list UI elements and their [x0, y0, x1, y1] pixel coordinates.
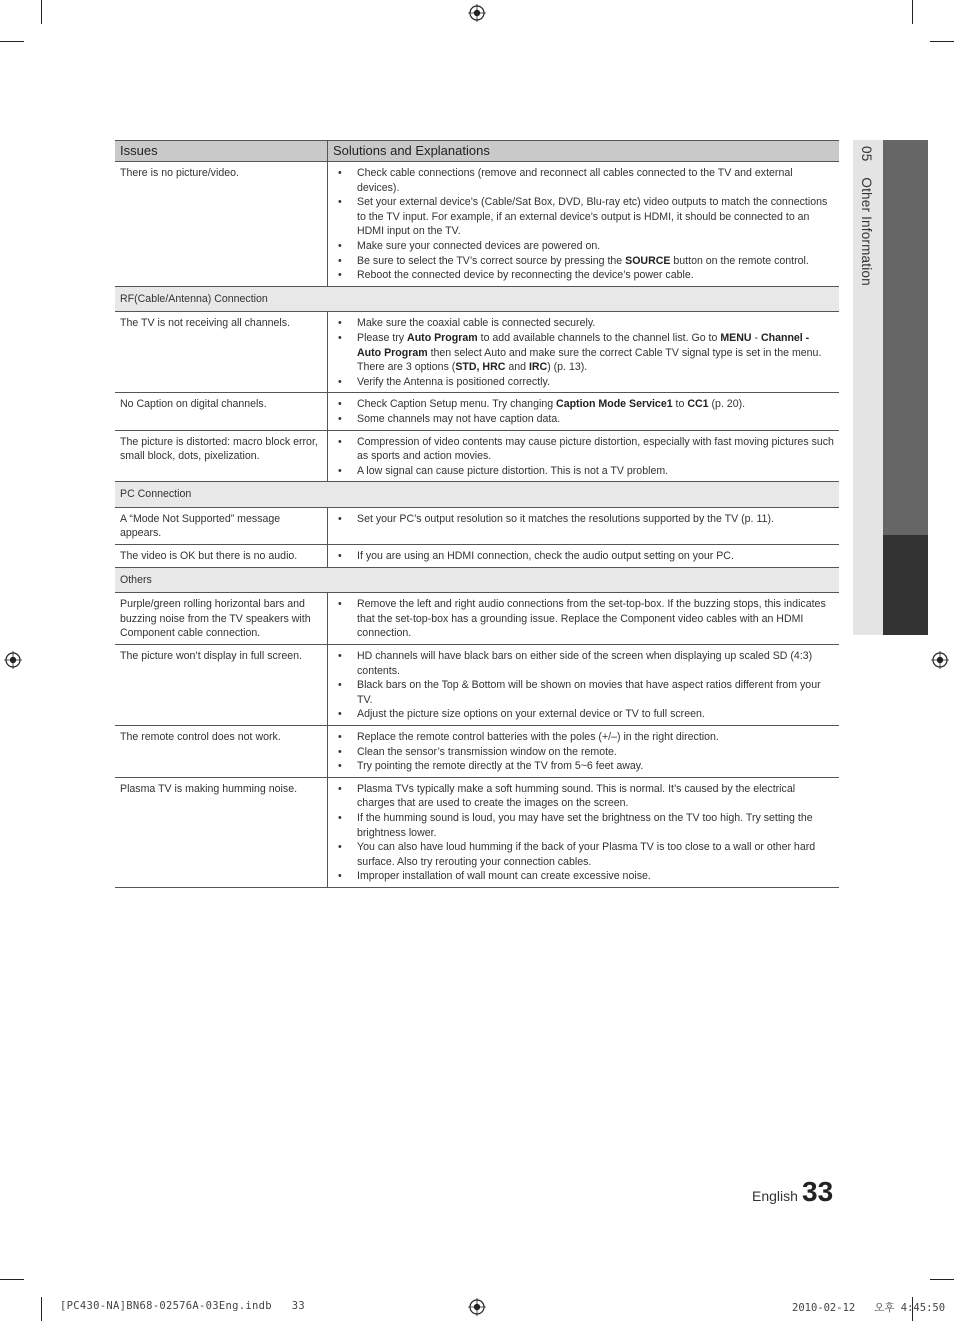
troubleshooting-table	[115, 140, 839, 888]
crop-mark	[41, 0, 42, 24]
list-item	[333, 412, 834, 427]
list-item	[333, 678, 834, 707]
list-item	[333, 782, 834, 811]
list-item	[333, 811, 834, 840]
solution-list	[333, 597, 834, 641]
section-row	[115, 482, 839, 508]
print-file-info: [PC430-NA]BN68-02576A-03Eng.indb 33	[60, 1300, 305, 1312]
side-tab-marker-current	[883, 535, 928, 635]
issue-cell: There is no picture/video.	[115, 162, 328, 287]
solution-list	[333, 649, 834, 722]
solution-cell	[328, 726, 840, 778]
issue-cell: The picture is distorted: macro block error, small block, dots, pixelization.	[115, 430, 328, 482]
solution-text: HD channels will have black bars on either side of the screen when displaying up scaled SD (4:3) contents.	[357, 650, 813, 677]
solution-list	[333, 397, 834, 426]
solution-text: Check cable connections (remove and reconnect all cables connected to the TV and external devices).	[357, 167, 793, 194]
table-row	[115, 777, 839, 887]
chapter-number: 05	[859, 146, 874, 162]
solution-text: You can also have loud humming if the back of your Plasma TV is too close to a wall or other hard surface. Also try rerouting your connection cables.	[357, 841, 816, 868]
table-header-row	[115, 141, 839, 162]
menu-term: Channel - Auto Program	[357, 331, 810, 359]
list-item	[333, 759, 834, 774]
solution-list	[333, 730, 834, 774]
list-item	[333, 316, 834, 331]
solution-text: Clean the sensor’s transmission window on the remote.	[357, 745, 617, 758]
issue-cell: The picture won’t display in full screen.	[115, 645, 328, 726]
solution-text: Remove the left and right audio connections from the set-top-box. If the buzzing stops, this indicates that the set-top-box has a grounding issue. Replace the Component video cables with an HDMI connection.	[357, 598, 826, 640]
solution-text: Please try	[357, 331, 408, 344]
list-item	[333, 195, 834, 239]
issue-cell: Purple/green rolling horizontal bars and buzzing noise from the TV speakers with Component cable connection.	[115, 593, 328, 645]
solution-text: then select Auto and make sure the correct Cable TV signal type is set in the menu. There are 3 options (	[357, 346, 822, 374]
solution-text: Try pointing the remote directly at the TV from 5~6 feet away.	[357, 760, 644, 773]
list-item	[333, 840, 834, 869]
solution-list	[333, 549, 834, 564]
solution-text: Replace the remote control batteries with the poles (+/–) in the right direction.	[357, 731, 719, 743]
solution-cell	[328, 312, 840, 393]
crop-mark	[41, 1297, 42, 1321]
list-item	[333, 707, 834, 722]
solution-list	[333, 166, 834, 283]
solution-text: Verify the Antenna is positioned correctly.	[357, 375, 550, 388]
solution-text: -	[751, 331, 761, 344]
solution-text: button on the remote control.	[670, 254, 809, 267]
solution-cell	[328, 545, 840, 568]
list-item	[333, 254, 834, 269]
registration-mark-icon	[468, 1298, 486, 1316]
list-item	[333, 730, 834, 745]
registration-mark-icon	[468, 4, 486, 22]
column-header-issues: Issues	[115, 141, 328, 162]
list-item	[333, 268, 834, 283]
column-header-solutions: Solutions and Explanations	[328, 141, 840, 162]
solution-cell	[328, 593, 840, 645]
list-item	[333, 375, 834, 390]
list-item	[333, 512, 834, 527]
table-row	[115, 312, 839, 393]
solution-list	[333, 512, 834, 527]
issue-cell: A “Mode Not Supported” message appears.	[115, 507, 328, 544]
solution-list	[333, 782, 834, 884]
crop-mark	[930, 41, 954, 42]
table-row	[115, 645, 839, 726]
list-item	[333, 745, 834, 760]
menu-term: SOURCE	[625, 254, 671, 267]
solution-cell	[328, 162, 840, 287]
solution-text: If the humming sound is loud, you may have set the brightness on the TV too high. Try setting the brightness lower.	[357, 811, 813, 839]
solution-text: A low signal can cause picture distortion. This is not a TV problem.	[357, 464, 669, 477]
menu-term: IRC	[528, 361, 548, 374]
solution-list	[333, 435, 834, 479]
issue-cell: No Caption on digital channels.	[115, 393, 328, 430]
list-item	[333, 435, 834, 464]
section-heading: RF(Cable/Antenna) Connection	[115, 286, 839, 312]
solution-text: Plasma TVs typically make a soft humming sound. This is normal. It’s caused by the electrical charges that are used to create the images on the screen.	[357, 782, 796, 810]
solution-text: ) (p. 13).	[547, 361, 588, 374]
solution-text: (p. 20).	[708, 398, 746, 411]
side-tab-marker	[883, 140, 928, 535]
table-row	[115, 593, 839, 645]
registration-mark-icon	[931, 651, 949, 669]
list-item	[333, 331, 834, 375]
solution-text: and	[505, 361, 529, 374]
side-tab-label	[859, 146, 874, 286]
solution-cell	[328, 645, 840, 726]
table-body	[115, 162, 839, 888]
table-row	[115, 507, 839, 544]
list-item	[333, 869, 834, 884]
chapter-title: Other Information	[859, 177, 874, 286]
table-row	[115, 162, 839, 287]
list-item	[333, 649, 834, 678]
solution-text: Check Caption Setup menu. Try changing	[357, 398, 557, 411]
solution-list	[333, 316, 834, 389]
solution-text: Compression of video contents may cause picture distortion, especially with fast moving pictures such as sports and action movies.	[357, 435, 834, 463]
solution-text: Make sure the coaxial cable is connected securely.	[357, 317, 596, 330]
section-row	[115, 567, 839, 593]
table-row	[115, 726, 839, 778]
page-language: English	[752, 1188, 798, 1204]
registration-mark-icon	[4, 651, 22, 669]
list-item	[333, 597, 834, 641]
solution-text: Improper installation of wall mount can create excessive noise.	[357, 870, 651, 883]
section-row	[115, 286, 839, 312]
solution-text: to	[672, 398, 688, 411]
solution-text: Reboot the connected device by reconnecting the device’s power cable.	[357, 269, 694, 282]
section-heading: PC Connection	[115, 482, 839, 508]
solution-text: If you are using an HDMI connection, check the audio output setting on your PC.	[357, 550, 734, 563]
section-heading: Others	[115, 567, 839, 593]
page-number: 33	[802, 1176, 834, 1207]
solution-text: Make sure your connected devices are powered on.	[357, 239, 601, 252]
list-item	[333, 549, 834, 564]
issue-cell: The video is OK but there is no audio.	[115, 545, 328, 568]
solution-cell	[328, 393, 840, 430]
solution-text: Set your PC’s output resolution so it matches the resolutions supported by the TV (p. 11).	[357, 512, 774, 525]
solution-text: Set your external device’s (Cable/Sat Box, DVD, Blu-ray etc) video outputs to match the connections to the TV input. For example, if an external device’s output is HDMI, it should be connected to an HDMI input on the TV.	[357, 196, 828, 238]
menu-term: CC1	[687, 398, 709, 411]
solution-text: Black bars on the Top & Bottom will be shown on movies that have aspect ratios different from your TV.	[357, 679, 821, 706]
list-item	[333, 239, 834, 254]
crop-mark	[0, 1279, 24, 1280]
solution-text: Be sure to select the TV’s correct source by pressing the	[357, 254, 626, 267]
solution-text: to add available channels to the channel list. Go to	[477, 331, 721, 344]
crop-mark	[0, 41, 24, 42]
list-item	[333, 397, 834, 412]
table-row	[115, 393, 839, 430]
issue-cell: The remote control does not work.	[115, 726, 328, 778]
crop-mark	[930, 1279, 954, 1280]
menu-term: MENU	[720, 331, 752, 344]
solution-text: Some channels may not have caption data.	[357, 412, 561, 425]
list-item	[333, 166, 834, 195]
solution-cell	[328, 430, 840, 482]
crop-mark	[912, 0, 913, 24]
menu-term: Auto Program	[407, 331, 478, 344]
menu-term: STD, HRC	[455, 361, 506, 374]
print-timestamp: 2010-02-12 오후 4:45:50	[792, 1302, 946, 1314]
table-row	[115, 545, 839, 568]
issue-cell: Plasma TV is making humming noise.	[115, 777, 328, 887]
menu-term: Caption Mode Service1	[556, 398, 673, 411]
solution-cell	[328, 777, 840, 887]
solution-text: Adjust the picture size options on your external device or TV to full screen.	[357, 708, 705, 721]
list-item	[333, 464, 834, 479]
table-row	[115, 430, 839, 482]
solution-cell	[328, 507, 840, 544]
issue-cell: The TV is not receiving all channels.	[115, 312, 328, 393]
